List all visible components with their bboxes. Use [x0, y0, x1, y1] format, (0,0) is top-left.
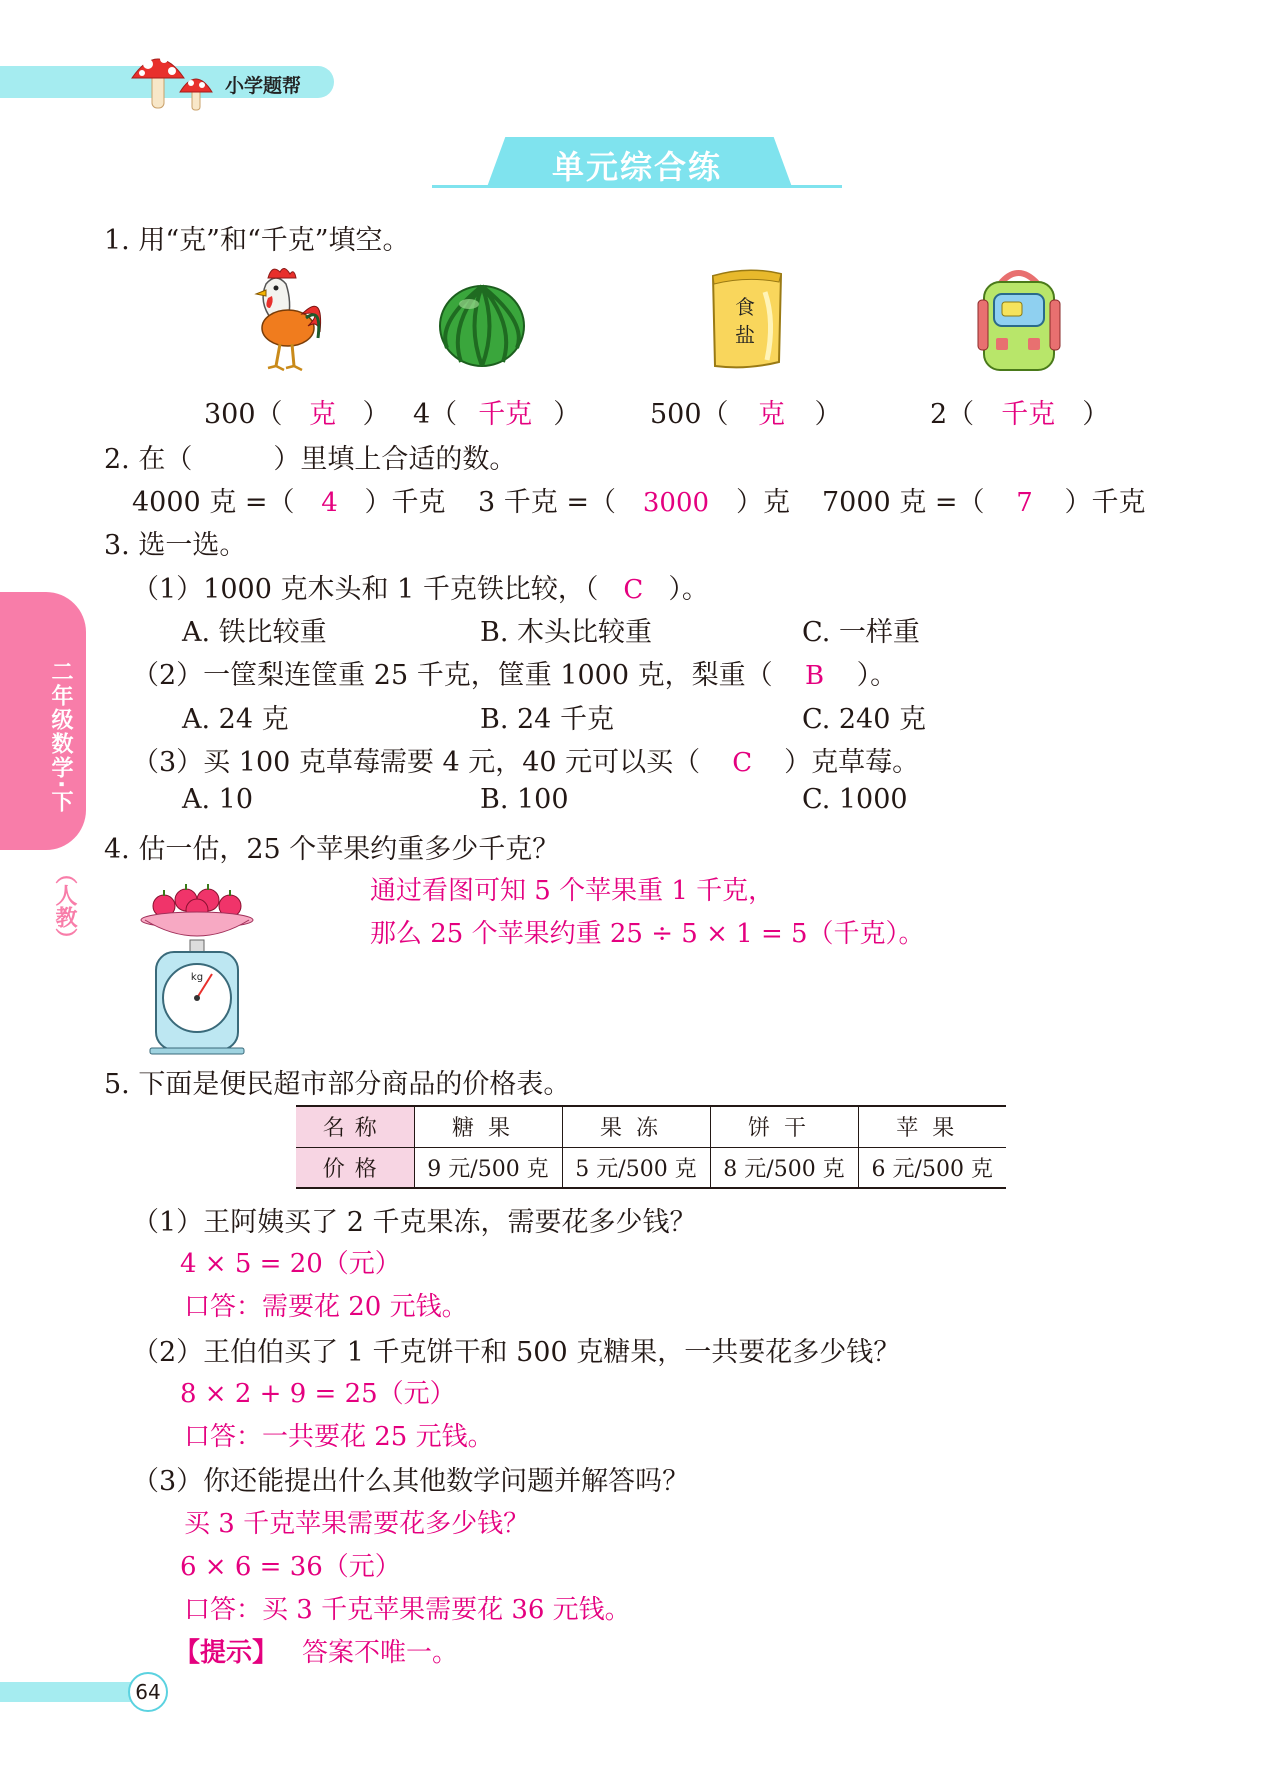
table-cell: 果冻 — [562, 1106, 710, 1147]
q1-item-1-close: ） — [362, 399, 390, 430]
backpack-icon — [970, 262, 1068, 374]
table-row — [296, 1147, 1006, 1188]
q5-sub-2-question: （2）王伯伯买了 1 千克饼干和 500 克糖果，一共要花多少钱？ — [132, 1337, 901, 1368]
q3-sub-2-stem — [132, 653, 897, 692]
page-number: 64 — [128, 1672, 168, 1712]
q3-sub-2-option-b: B. 24 千克 — [480, 704, 614, 735]
q4-prompt: 4. 估一估，25 个苹果约重多少千克？ — [104, 834, 560, 865]
q3-sub-3-text: （3）买 100 克草莓需要 4 元，40 元可以买（ — [132, 747, 701, 778]
q3-sub-1-answer: C — [623, 575, 644, 605]
q2-item-2-answer: 3000 — [642, 488, 710, 518]
q1-prompt: 1. 用“克”和“千克”填空。 — [104, 225, 410, 256]
section-title: 单元综合练 — [551, 148, 722, 186]
q2-item-1 — [132, 480, 446, 519]
q3-sub-3-answer: C — [732, 748, 753, 778]
q5-sub-2-work-2: 口答：一共要花 25 元钱。 — [184, 1422, 494, 1452]
table-cell: 9 元/500 克 — [414, 1147, 562, 1188]
brand-name: 小学题帮 — [225, 75, 302, 97]
q2-item-1-answer: 4 — [321, 488, 338, 518]
q2-item-3 — [822, 480, 1146, 519]
section-title-banner — [432, 137, 842, 187]
q5-sub-2-work-1: 8 × 2 + 9 = 25（元） — [180, 1379, 456, 1409]
q3-sub-2-option-a: A. 24 克 — [182, 704, 289, 735]
q2-item-2-right: ）克 — [735, 487, 790, 518]
watermelon-icon — [437, 282, 527, 368]
table-cell: 5 元/500 克 — [562, 1147, 710, 1188]
q1-item-4-answer: 千克 — [1001, 399, 1056, 430]
q5-sub-1-work-1: 4 × 5 = 20（元） — [180, 1249, 401, 1279]
q1-item-3-answer: 克 — [758, 399, 786, 430]
table-header-cell: 名称 — [296, 1106, 414, 1147]
side-grade-label: 二年级数学·下 — [48, 660, 73, 815]
q5-sub-3-question: （3）你还能提出什么其他数学问题并解答吗？ — [132, 1466, 690, 1497]
hint-text: 答案不唯一。 — [302, 1638, 459, 1668]
scale-unit-label: kg — [190, 972, 204, 983]
q1-item-1 — [204, 392, 390, 431]
side-edition-label: （人教） — [52, 862, 77, 950]
table-cell: 糖果 — [414, 1106, 562, 1147]
q3-sub-3-stem — [132, 740, 919, 779]
q2-item-1-left: 4000 克 =（ — [132, 487, 295, 518]
q3-sub-3-end: ）克草莓。 — [784, 747, 920, 778]
q1-item-3 — [650, 392, 842, 431]
q3-sub-1-option-b: B. 木头比较重 — [480, 617, 653, 648]
mushroom-icon — [128, 44, 228, 114]
q1-item-1-answer: 克 — [309, 399, 337, 430]
q1-item-4-value: 2（ — [930, 399, 975, 430]
hint-tag: 【提示】 — [174, 1638, 279, 1668]
table-cell: 饼干 — [710, 1106, 858, 1147]
table-header-cell: 价格 — [296, 1147, 414, 1188]
hint — [174, 1632, 458, 1669]
salt-label-bottom: 盐 — [735, 323, 755, 347]
q3-prompt: 3. 选一选。 — [104, 530, 247, 561]
q3-sub-2-option-c: C. 240 克 — [802, 704, 926, 735]
salt-bag-icon — [705, 262, 789, 374]
table-cell: 苹果 — [858, 1106, 1006, 1147]
q4-answer-line-1: 通过看图可知 5 个苹果重 1 千克， — [370, 876, 775, 906]
q3-sub-1-option-a: A. 铁比较重 — [182, 617, 327, 648]
q1-item-2-value: 4（ — [413, 399, 458, 430]
q3-sub-2-text: （2）一筐梨连筐重 25 千克，筐重 1000 克，梨重（ — [132, 660, 773, 691]
q3-sub-3-option-b: B. 100 — [480, 784, 569, 815]
apple-scale-icon — [140, 870, 258, 1056]
q5-sub-3-work-3: 口答：买 3 千克苹果需要花 36 元钱。 — [184, 1595, 631, 1625]
q2-item-2-left: 3 千克 =（ — [478, 487, 616, 518]
q2-item-3-right: ）千克 — [1064, 487, 1146, 518]
q1-item-2-answer: 千克 — [478, 399, 533, 430]
table-row — [296, 1106, 1006, 1147]
q5-prompt: 5. 下面是便民超市部分商品的价格表。 — [104, 1069, 571, 1100]
q2-item-3-left: 7000 克 =（ — [822, 487, 985, 518]
q5-sub-3-work-1: 买 3 千克苹果需要花多少钱？ — [184, 1509, 530, 1539]
q3-sub-3-option-c: C. 1000 — [802, 784, 908, 815]
q3-sub-1-stem — [132, 567, 709, 606]
q5-sub-1-work-2: 口答：需要花 20 元钱。 — [184, 1292, 468, 1322]
table-cell: 6 元/500 克 — [858, 1147, 1006, 1188]
q3-sub-1-end: ）。 — [668, 574, 709, 605]
q1-item-4 — [930, 392, 1109, 431]
salt-label-top: 食 — [735, 295, 755, 319]
q2-prompt: 2. 在（ ）里填上合适的数。 — [104, 444, 517, 475]
q4-answer-line-2: 那么 25 个苹果约重 25 ÷ 5 × 1 = 5（千克）。 — [370, 919, 925, 949]
q3-sub-1-text: （1）1000 克木头和 1 千克铁比较，（ — [132, 574, 599, 605]
q3-sub-3-option-a: A. 10 — [182, 784, 254, 815]
q2-item-3-answer: 7 — [1016, 488, 1033, 518]
table-cell: 8 元/500 克 — [710, 1147, 858, 1188]
q1-item-3-close: ） — [814, 399, 842, 430]
q5-sub-1-question: （1）王阿姨买了 2 千克果冻，需要花多少钱？ — [132, 1207, 697, 1238]
q1-item-2 — [413, 392, 580, 431]
q5-sub-3-work-2: 6 × 6 = 36（元） — [180, 1552, 401, 1582]
q1-item-4-close: ） — [1082, 399, 1110, 430]
q1-item-2-close: ） — [553, 399, 581, 430]
q3-sub-2-answer: B — [805, 661, 825, 691]
price-table — [296, 1105, 1006, 1189]
rooster-icon — [232, 262, 324, 376]
q2-item-1-right: ）千克 — [364, 487, 446, 518]
q1-item-3-value: 500（ — [650, 399, 729, 430]
q2-item-2 — [478, 480, 790, 519]
q3-sub-1-option-c: C. 一样重 — [802, 617, 920, 648]
q3-sub-2-end: ）。 — [856, 660, 898, 691]
footer-bar — [0, 1682, 140, 1702]
q1-item-1-value: 300（ — [204, 399, 283, 430]
